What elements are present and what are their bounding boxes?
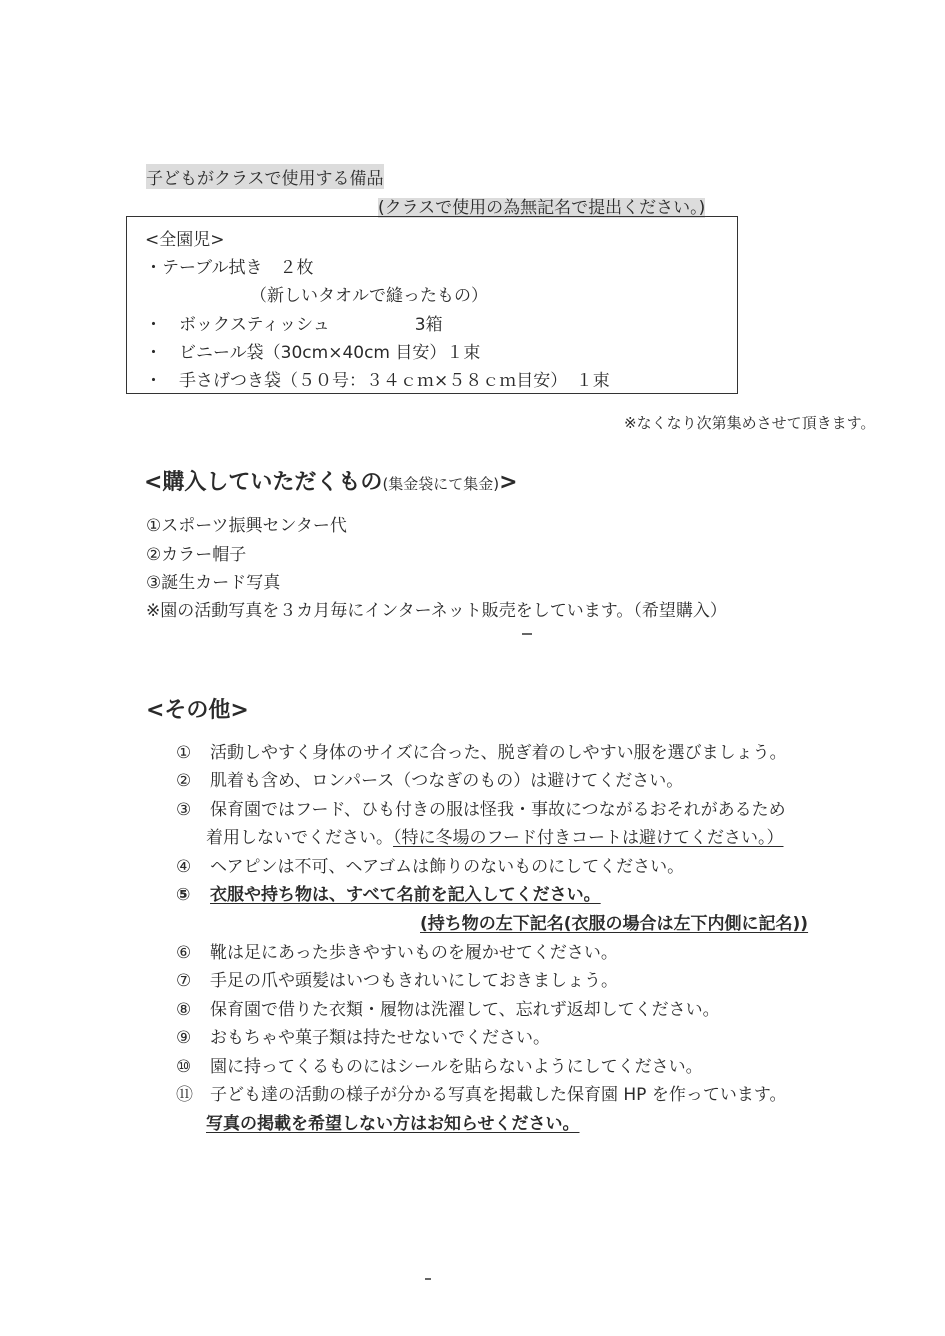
- other-item-text: 保育園で借りた衣類・履物は洗濯して、忘れず返却してください。: [210, 1000, 720, 1020]
- purchase-item: ①スポーツ振興センター代: [146, 516, 347, 536]
- class-item: ・ ボックスティッシュ 3箱: [145, 315, 443, 335]
- class-items-group: <全園児>: [145, 230, 225, 250]
- other-item-text: 肌着も含め、ロンパース（つなぎのもの）は避けてください。: [210, 771, 684, 791]
- scan-speck: [425, 1278, 431, 1280]
- other-item: [176, 1052, 703, 1077]
- other-item: [176, 1080, 786, 1105]
- other-item-num: ⑦: [176, 971, 192, 991]
- other-item: [176, 795, 786, 820]
- class-items-title: 子どもがクラスで使用する備品: [146, 164, 384, 189]
- other-item-num: ⑩: [176, 1057, 192, 1077]
- other-item-num: ③: [176, 800, 192, 820]
- class-item: ・ ビニール袋（30cm×40cm 目安）１束: [145, 343, 481, 363]
- purchase-item: ③誕生カード写真: [146, 573, 281, 593]
- class-items-footnote: ※なくなり次第集めさせて頂きます。: [624, 414, 876, 432]
- other-item-text: 活動しやすく身体のサイズに合った、脱ぎ着のしやすい服を選びましょう。: [210, 743, 787, 763]
- other-item-text: 手足の爪や頭髪はいつもきれいにしておきましょう。: [210, 971, 618, 991]
- other-item-text-underlined: （特に冬場のフード付きコートは避けてください。）: [393, 828, 784, 848]
- other-item-continuation: 写真の掲載を希望しない方はお知らせください。: [206, 1114, 580, 1134]
- other-item: [176, 938, 618, 963]
- other-item-num: ②: [176, 771, 192, 791]
- other-item-text: ヘアピンは不可、ヘアゴムは飾りのないものにしてください。: [210, 857, 685, 877]
- purchase-note: ※園の活動写真を３カ月毎にインターネット販売をしています。（希望購入）: [146, 601, 727, 621]
- other-item-text: 子ども達の活動の様子が分かる写真を掲載した保育園 HP を作っています。: [210, 1085, 787, 1105]
- other-item-num: ⑧: [176, 1000, 192, 1020]
- other-item-text: 着用しないでください。: [206, 828, 393, 848]
- class-item: ・ 手さげつき袋（５０号：３４ｃｍ×５８ｃｍ目安） １束: [145, 371, 610, 391]
- other-item: [176, 1023, 550, 1048]
- other-item-num: ⑪: [176, 1085, 193, 1105]
- other-item: [176, 966, 618, 991]
- other-item-text: 保育園ではフード、ひも付きの服は怪我・事故につながるおそれがあるため: [210, 800, 786, 820]
- other-item-num: ④: [176, 857, 192, 877]
- other-item-text: おもちゃや菓子類は持たせないでください。: [210, 1028, 550, 1048]
- other-item-text: 衣服や持ち物は、すべて名前を記入してください。: [210, 885, 601, 905]
- other-item: [176, 738, 787, 763]
- other-item-subnote: (持ち物の左下記名(衣服の場合は左下内側に記名)): [420, 914, 809, 934]
- purchase-item: ②カラー帽子: [146, 545, 247, 565]
- other-item-num: ⑥: [176, 943, 192, 963]
- purchase-heading-close: >: [499, 470, 518, 495]
- purchase-heading-sub: (集金袋にて集金): [382, 475, 500, 493]
- other-item-important: [176, 880, 601, 905]
- class-items-note-text: (クラスで使用の為無記名で提出ください。): [378, 198, 706, 218]
- scan-speck: [522, 633, 532, 635]
- class-item: ・テーブル拭き ２枚: [145, 258, 314, 278]
- other-item-num: ⑤: [176, 885, 191, 905]
- other-item-num: ⑨: [176, 1028, 192, 1048]
- class-item: （新しいタオルで縫ったもの）: [250, 286, 488, 306]
- other-item-num: ①: [176, 743, 192, 763]
- other-item-text: 園に持ってくるものにはシールを貼らないようにしてください。: [210, 1057, 703, 1077]
- other-heading: <その他>: [146, 698, 249, 723]
- class-items-note: [378, 193, 705, 218]
- other-item-continuation: [206, 823, 784, 848]
- other-item: [176, 766, 683, 791]
- other-item: [176, 995, 720, 1020]
- purchase-heading-main: <購入していただくもの: [144, 470, 383, 495]
- purchase-heading: [144, 465, 518, 496]
- other-item: [176, 852, 684, 877]
- other-item-text: 靴は足にあった歩きやすいものを履かせてください。: [210, 943, 618, 963]
